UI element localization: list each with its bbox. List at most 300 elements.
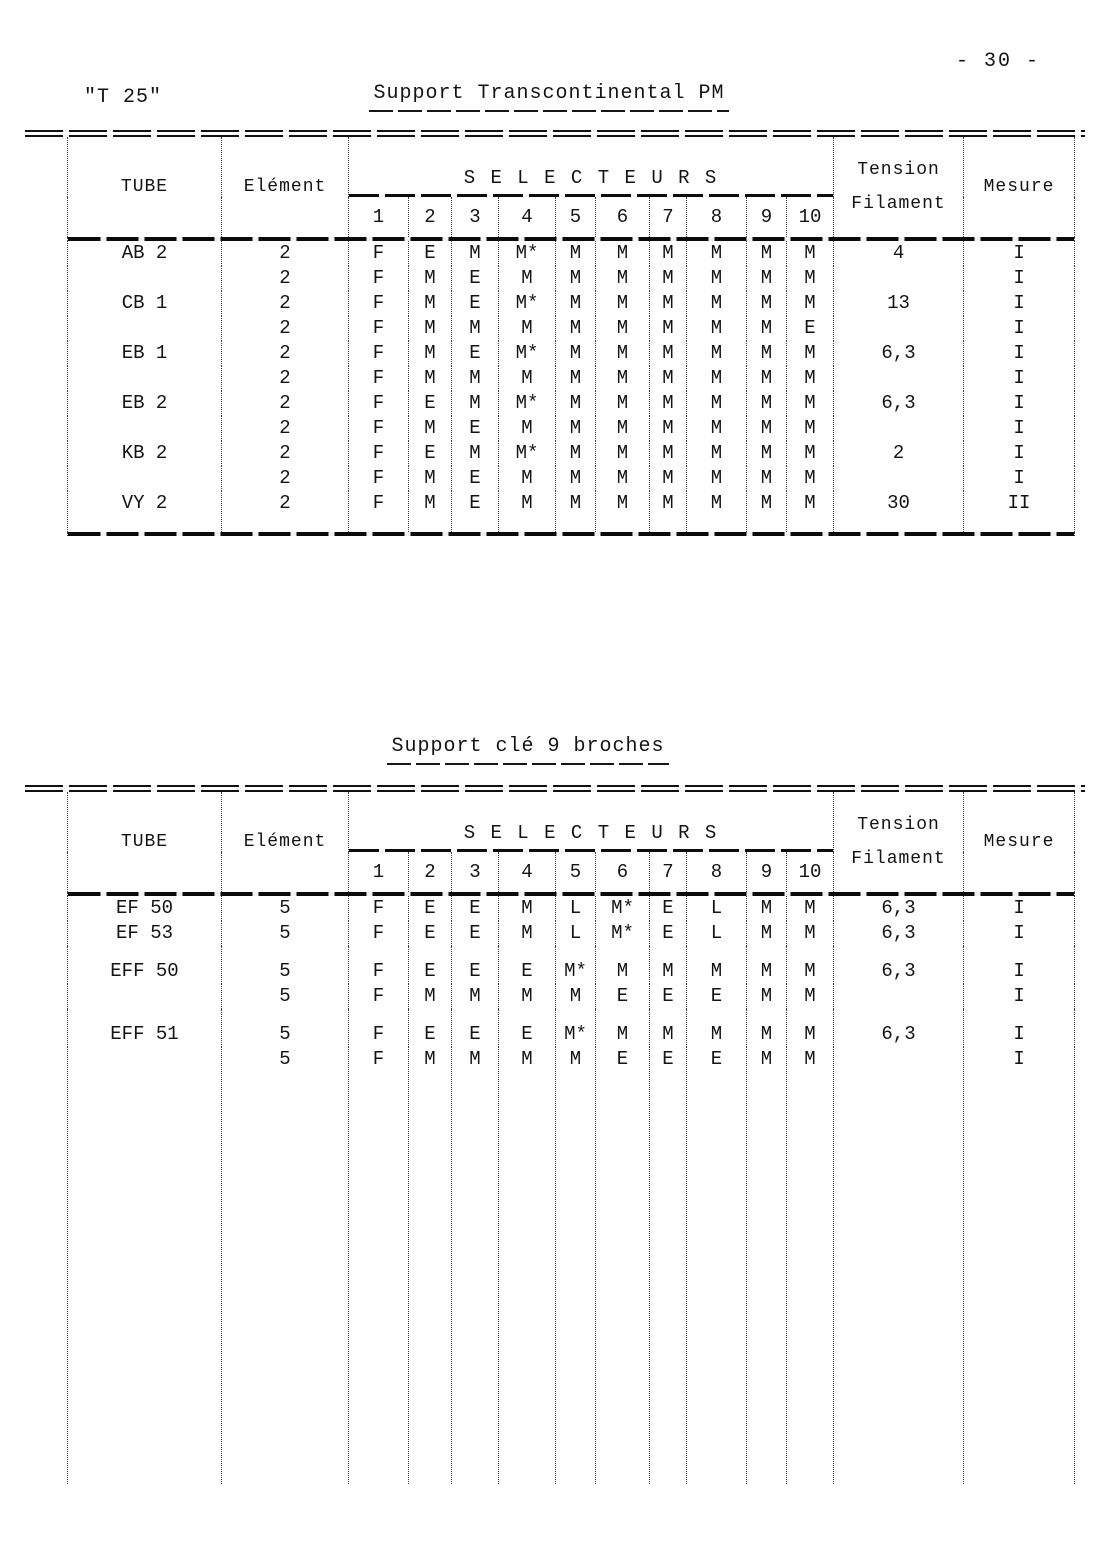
selector-cell: M xyxy=(650,241,687,266)
selector-cell: M xyxy=(499,921,556,946)
selector-cell: M xyxy=(499,491,556,532)
selector-cell: M xyxy=(747,266,787,291)
table-row xyxy=(68,1047,1075,1484)
tube-cell: EFF 51 xyxy=(68,1009,222,1047)
col-header-element: Elément xyxy=(222,137,349,237)
table-bottom-rule xyxy=(68,532,1075,536)
table-1-title xyxy=(0,82,1098,112)
selector-cell: M xyxy=(409,366,452,391)
selector-cell: E xyxy=(409,896,452,921)
element-cell: 2 xyxy=(222,466,349,491)
tube-cell: KB 2 xyxy=(68,441,222,466)
selector-cell: M xyxy=(596,466,650,491)
selector-cell: E xyxy=(452,291,499,316)
selector-cell: M xyxy=(747,921,787,946)
selector-cell: M xyxy=(499,266,556,291)
selector-cell: F xyxy=(349,291,409,316)
col-header-tube: TUBE xyxy=(68,137,222,237)
selector-cell: M xyxy=(687,266,747,291)
selector-cell: L xyxy=(556,921,596,946)
table-2-body xyxy=(68,896,1075,1484)
selector-cell: M xyxy=(409,266,452,291)
selector-cell: M xyxy=(596,441,650,466)
selector-cell: M xyxy=(787,466,834,491)
col-header-selecteurs: S E L E C T E U R S xyxy=(349,792,834,852)
tension-cell: 6,3 xyxy=(834,921,964,946)
selector-cell: M xyxy=(747,241,787,266)
tube-cell xyxy=(68,266,222,291)
selector-cell: E xyxy=(650,984,687,1009)
mesure-cell: II xyxy=(964,491,1075,532)
selector-cell: M xyxy=(650,491,687,532)
selector-number: 6 xyxy=(596,852,650,892)
selector-cell: E xyxy=(409,921,452,946)
table-cle-9-broches xyxy=(67,785,1074,1484)
selector-cell: M xyxy=(787,366,834,391)
table-row xyxy=(68,316,1075,341)
selector-cell: M xyxy=(747,366,787,391)
mesure-cell: I xyxy=(964,441,1075,466)
tube-cell xyxy=(68,316,222,341)
mesure-cell: I xyxy=(964,316,1075,341)
tension-label-line1: Tension xyxy=(857,160,940,180)
selector-cell: M xyxy=(787,1009,834,1047)
selector-cell: M xyxy=(409,341,452,366)
selector-cell: M xyxy=(747,416,787,441)
selector-cell: M xyxy=(556,416,596,441)
element-cell: 2 xyxy=(222,391,349,416)
selector-cell: M xyxy=(650,466,687,491)
tension-cell: 4 xyxy=(834,241,964,266)
table-top-rule xyxy=(25,785,1085,792)
selector-cell: M xyxy=(596,946,650,984)
selector-cell: M xyxy=(409,1047,452,1484)
selector-cell: M xyxy=(499,896,556,921)
selector-cell: M xyxy=(650,441,687,466)
mesure-cell: I xyxy=(964,291,1075,316)
selector-cell: M xyxy=(787,1047,834,1484)
selector-cell: M xyxy=(556,1047,596,1484)
selector-cell: M xyxy=(650,291,687,316)
table-2-title xyxy=(0,735,1077,765)
selector-number: 5 xyxy=(556,852,596,892)
selector-number: 1 xyxy=(349,852,409,892)
selector-cell: M xyxy=(687,1009,747,1047)
selector-cell: E xyxy=(650,896,687,921)
element-cell: 5 xyxy=(222,984,349,1009)
selector-number: 5 xyxy=(556,197,596,237)
selector-cell: M xyxy=(687,416,747,441)
selector-cell: F xyxy=(349,896,409,921)
selector-cell: E xyxy=(452,416,499,441)
selector-cell: M xyxy=(556,391,596,416)
selector-cell: M xyxy=(747,291,787,316)
mesure-cell: I xyxy=(964,946,1075,984)
selector-cell: M xyxy=(452,1047,499,1484)
tube-cell: EB 2 xyxy=(68,391,222,416)
tension-cell: 2 xyxy=(834,441,964,466)
selector-cell: M xyxy=(747,946,787,984)
table-transcontinental-pm xyxy=(67,130,1074,536)
element-cell: 2 xyxy=(222,316,349,341)
selector-number: 9 xyxy=(747,852,787,892)
selector-cell: M xyxy=(556,266,596,291)
tube-cell xyxy=(68,984,222,1009)
selector-cell: M xyxy=(556,466,596,491)
selector-cell: M xyxy=(687,441,747,466)
selector-cell: E xyxy=(452,946,499,984)
selector-cell: M xyxy=(687,341,747,366)
table-row xyxy=(68,984,1075,1009)
selector-cell: E xyxy=(452,266,499,291)
mesure-cell: I xyxy=(964,921,1075,946)
document-code: "T 25" xyxy=(84,86,163,109)
selector-cell: M xyxy=(650,416,687,441)
tension-label-line1: Tension xyxy=(857,815,940,835)
selector-cell: M xyxy=(556,984,596,1009)
element-cell: 5 xyxy=(222,946,349,984)
selector-cell: M xyxy=(499,984,556,1009)
col-header-mesure: Mesure xyxy=(964,137,1075,237)
selector-cell: E xyxy=(409,946,452,984)
col-header-element: Elément xyxy=(222,792,349,892)
selector-cell: M xyxy=(409,466,452,491)
selector-number: 2 xyxy=(409,852,452,892)
selector-cell: M xyxy=(787,441,834,466)
tension-cell: 13 xyxy=(834,291,964,316)
selector-cell: M xyxy=(452,391,499,416)
selector-cell: M xyxy=(687,491,747,532)
mesure-cell: I xyxy=(964,366,1075,391)
mesure-cell: I xyxy=(964,896,1075,921)
selector-cell: M* xyxy=(499,291,556,316)
tension-cell: 30 xyxy=(834,491,964,532)
selector-cell: M xyxy=(747,391,787,416)
table-row xyxy=(68,391,1075,416)
selector-cell: E xyxy=(452,341,499,366)
selector-cell: F xyxy=(349,1009,409,1047)
selector-cell: M* xyxy=(596,921,650,946)
selector-cell: F xyxy=(349,391,409,416)
selector-cell: M xyxy=(747,1047,787,1484)
selector-cell: E xyxy=(452,896,499,921)
selector-cell: M xyxy=(787,241,834,266)
tube-cell: EFF 50 xyxy=(68,946,222,984)
col-header-tension-filament xyxy=(834,792,964,892)
tube-cell: EB 1 xyxy=(68,341,222,366)
selector-cell: E xyxy=(452,1009,499,1047)
selector-cell: M xyxy=(650,391,687,416)
table-row xyxy=(68,491,1075,532)
selector-cell: M xyxy=(787,921,834,946)
tube-cell xyxy=(68,416,222,441)
selector-cell: M xyxy=(596,291,650,316)
selector-cell: M* xyxy=(556,946,596,984)
selector-cell: F xyxy=(349,241,409,266)
selector-cell: M xyxy=(499,416,556,441)
selector-cell: M xyxy=(747,341,787,366)
table-row xyxy=(68,1009,1075,1047)
tension-cell: 6,3 xyxy=(834,1009,964,1047)
tube-cell xyxy=(68,466,222,491)
element-cell: 2 xyxy=(222,491,349,532)
selector-cell: M xyxy=(747,896,787,921)
mesure-cell: I xyxy=(964,1009,1075,1047)
mesure-cell: I xyxy=(964,984,1075,1009)
table-row xyxy=(68,366,1075,391)
selector-cell: E xyxy=(499,1009,556,1047)
selector-cell: M xyxy=(747,491,787,532)
selector-cell: M xyxy=(687,946,747,984)
selector-cell: E xyxy=(650,1047,687,1484)
tension-cell xyxy=(834,316,964,341)
selector-cell: M* xyxy=(499,441,556,466)
selector-cell: M xyxy=(452,241,499,266)
selector-cell: F xyxy=(349,341,409,366)
selector-cell: M xyxy=(787,984,834,1009)
element-cell: 2 xyxy=(222,341,349,366)
selector-cell: M xyxy=(409,316,452,341)
element-cell: 2 xyxy=(222,241,349,266)
col-header-selecteurs: S E L E C T E U R S xyxy=(349,137,834,197)
tension-cell xyxy=(834,984,964,1009)
selector-cell: M xyxy=(687,466,747,491)
selector-cell: F xyxy=(349,416,409,441)
selector-cell: M xyxy=(409,291,452,316)
table-row xyxy=(68,241,1075,266)
table-2-title-text: Support clé 9 broches xyxy=(387,735,668,765)
selector-cell: M xyxy=(687,391,747,416)
tension-cell xyxy=(834,366,964,391)
mesure-cell: I xyxy=(964,341,1075,366)
tension-cell xyxy=(834,416,964,441)
selector-cell: M xyxy=(596,366,650,391)
selector-cell: M xyxy=(409,984,452,1009)
selector-cell: M xyxy=(556,441,596,466)
selector-cell: M xyxy=(687,316,747,341)
selector-number: 2 xyxy=(409,197,452,237)
selector-cell: M xyxy=(650,266,687,291)
tube-cell xyxy=(68,366,222,391)
selector-cell: M xyxy=(556,341,596,366)
element-cell: 2 xyxy=(222,441,349,466)
selector-cell: E xyxy=(596,1047,650,1484)
selector-cell: M xyxy=(747,984,787,1009)
selector-cell: E xyxy=(650,921,687,946)
selector-cell: F xyxy=(349,466,409,491)
selector-cell: M xyxy=(687,366,747,391)
selector-number: 3 xyxy=(452,197,499,237)
tension-cell: 6,3 xyxy=(834,896,964,921)
selector-cell: M xyxy=(556,241,596,266)
selector-cell: M xyxy=(787,896,834,921)
selector-cell: M* xyxy=(499,241,556,266)
selector-cell: M xyxy=(687,241,747,266)
selector-cell: F xyxy=(349,266,409,291)
selector-cell: M xyxy=(499,466,556,491)
selector-cell: M* xyxy=(499,391,556,416)
selector-cell: M xyxy=(596,266,650,291)
selector-cell: F xyxy=(349,921,409,946)
selector-number: 6 xyxy=(596,197,650,237)
selector-cell: E xyxy=(452,491,499,532)
selector-cell: M xyxy=(650,946,687,984)
selector-cell: M xyxy=(452,366,499,391)
mesure-cell: I xyxy=(964,266,1075,291)
tube-cell: CB 1 xyxy=(68,291,222,316)
selector-cell: E xyxy=(687,984,747,1009)
selector-cell: M xyxy=(787,266,834,291)
tension-cell xyxy=(834,1047,964,1484)
tube-cell: AB 2 xyxy=(68,241,222,266)
selector-cell: F xyxy=(349,316,409,341)
selector-cell: L xyxy=(687,896,747,921)
selector-number: 4 xyxy=(499,197,556,237)
selector-cell: M xyxy=(747,466,787,491)
mesure-cell: I xyxy=(964,416,1075,441)
element-cell: 5 xyxy=(222,921,349,946)
selector-cell: M xyxy=(687,291,747,316)
selector-number: 10 xyxy=(787,197,834,237)
col-header-tube: TUBE xyxy=(68,792,222,892)
element-cell: 2 xyxy=(222,266,349,291)
selector-cell: M xyxy=(556,291,596,316)
page-number: - 30 - xyxy=(955,50,1040,73)
table-row xyxy=(68,341,1075,366)
element-cell: 2 xyxy=(222,416,349,441)
selector-number: 8 xyxy=(687,852,747,892)
selector-cell: M xyxy=(499,366,556,391)
selector-cell: M xyxy=(556,491,596,532)
selector-cell: M xyxy=(787,391,834,416)
tension-cell xyxy=(834,466,964,491)
table-1-title-text: Support Transcontinental PM xyxy=(369,82,728,112)
selector-cell: M xyxy=(409,491,452,532)
selector-cell: M xyxy=(650,341,687,366)
selector-cell: M xyxy=(650,1009,687,1047)
selector-cell: M xyxy=(787,491,834,532)
table-1-body xyxy=(68,241,1075,532)
element-cell: 5 xyxy=(222,1009,349,1047)
selector-cell: E xyxy=(409,241,452,266)
selector-cell: M xyxy=(452,984,499,1009)
selector-cell: E xyxy=(687,1047,747,1484)
selector-cell: M xyxy=(596,416,650,441)
tension-cell: 6,3 xyxy=(834,391,964,416)
selector-cell: M* xyxy=(499,341,556,366)
selector-cell: L xyxy=(687,921,747,946)
selector-cell: M xyxy=(596,1009,650,1047)
selector-number: 3 xyxy=(452,852,499,892)
tension-cell: 6,3 xyxy=(834,946,964,984)
selector-cell: M xyxy=(596,241,650,266)
selector-cell: M xyxy=(747,316,787,341)
element-cell: 2 xyxy=(222,366,349,391)
selector-cell: M xyxy=(499,1047,556,1484)
selector-cell: F xyxy=(349,491,409,532)
selector-number: 1 xyxy=(349,197,409,237)
selector-cell: M* xyxy=(596,896,650,921)
selector-cell: M xyxy=(596,316,650,341)
selector-cell: M xyxy=(787,946,834,984)
col-header-mesure: Mesure xyxy=(964,792,1075,892)
selector-cell: E xyxy=(409,391,452,416)
element-cell: 2 xyxy=(222,291,349,316)
selector-cell: M xyxy=(452,316,499,341)
selector-cell: E xyxy=(409,441,452,466)
col-header-tension-filament xyxy=(834,137,964,237)
table-row xyxy=(68,266,1075,291)
selector-cell: F xyxy=(349,946,409,984)
mesure-cell: I xyxy=(964,241,1075,266)
selector-number: 9 xyxy=(747,197,787,237)
selector-cell: M xyxy=(787,416,834,441)
tube-cell: EF 53 xyxy=(68,921,222,946)
selector-cell: M xyxy=(787,341,834,366)
selector-cell: L xyxy=(556,896,596,921)
table-row xyxy=(68,466,1075,491)
mesure-cell: I xyxy=(964,466,1075,491)
selector-number: 10 xyxy=(787,852,834,892)
selector-cell: E xyxy=(596,984,650,1009)
tension-cell xyxy=(834,266,964,291)
table-top-rule xyxy=(25,130,1085,137)
selector-number: 7 xyxy=(650,197,687,237)
selector-cell: M xyxy=(787,291,834,316)
tube-cell: EF 50 xyxy=(68,896,222,921)
selector-cell: E xyxy=(452,921,499,946)
selector-number: 4 xyxy=(499,852,556,892)
table-row xyxy=(68,946,1075,984)
table-row xyxy=(68,291,1075,316)
selector-cell: M xyxy=(596,391,650,416)
table-row xyxy=(68,441,1075,466)
tube-cell: VY 2 xyxy=(68,491,222,532)
selector-cell: M xyxy=(409,416,452,441)
selector-cell: F xyxy=(349,984,409,1009)
selector-number: 8 xyxy=(687,197,747,237)
selector-cell: M* xyxy=(556,1009,596,1047)
selector-cell: M xyxy=(452,441,499,466)
selector-cell: M xyxy=(596,491,650,532)
selector-cell: M xyxy=(499,316,556,341)
selector-cell: E xyxy=(452,466,499,491)
selector-cell: M xyxy=(747,1009,787,1047)
table-row xyxy=(68,896,1075,921)
table-row xyxy=(68,921,1075,946)
selector-cell: M xyxy=(650,316,687,341)
table-row xyxy=(68,416,1075,441)
mesure-cell: I xyxy=(964,391,1075,416)
selector-cell: E xyxy=(409,1009,452,1047)
selector-number: 7 xyxy=(650,852,687,892)
tension-label-line2: Filament xyxy=(851,849,946,869)
selector-cell: M xyxy=(556,366,596,391)
tension-cell: 6,3 xyxy=(834,341,964,366)
selector-cell: E xyxy=(787,316,834,341)
selector-cell: E xyxy=(499,946,556,984)
element-cell: 5 xyxy=(222,896,349,921)
selector-cell: M xyxy=(747,441,787,466)
selector-cell: F xyxy=(349,441,409,466)
selector-cell: M xyxy=(596,341,650,366)
tube-cell xyxy=(68,1047,222,1484)
element-cell: 5 xyxy=(222,1047,349,1484)
selector-cell: M xyxy=(650,366,687,391)
selector-cell: M xyxy=(556,316,596,341)
mesure-cell: I xyxy=(964,1047,1075,1484)
selector-cell: F xyxy=(349,366,409,391)
